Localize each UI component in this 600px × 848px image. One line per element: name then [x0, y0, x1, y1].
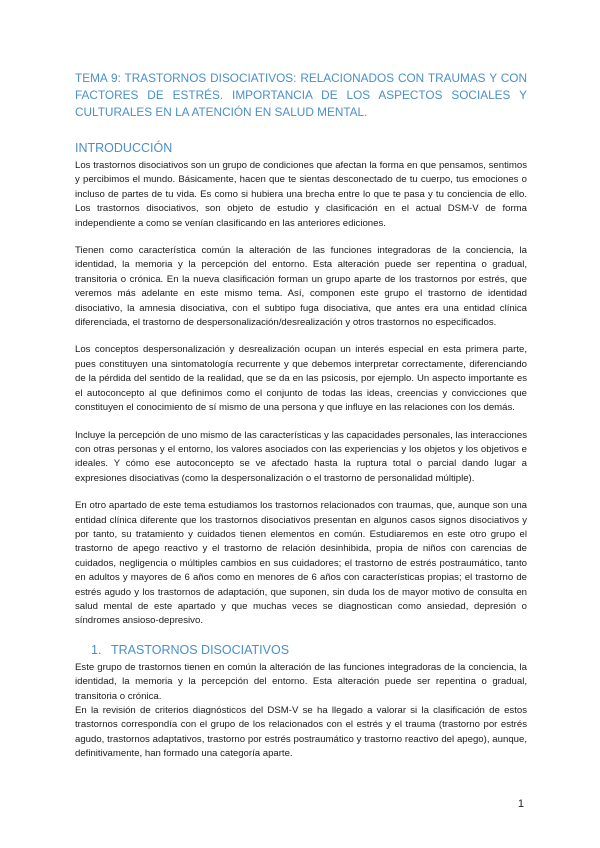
intro-paragraph-1: Los trastornos disociativos son un grupo de condiciones que afectan la forma en que pensamos, sentimos y percibimos el mundo. Básicamente, hacen que te sientas desconectado de tu cuerpo, tus emociones o incluso de partes de tu vida. Es como si hubiera una brecha entre lo que te pasa y tu conciencia de ello. Los trastornos disociativos, son objeto de estudio y clasificación en el actual DSM-V de forma independiente a como se venían clasificando en las anteriores ediciones.	[75, 160, 527, 229]
section-1-title: TRASTORNOS DISOCIATIVOS	[111, 642, 290, 657]
section-1-paragraph-2: En la revisión de criterios diagnósticos del DSM-V se ha llegado a valorar si la clasificación de estos trastornos correspondía con el grupo de los relacionados con el estrés y el trauma (trastorno por estrés agudo, trastornos adaptativos, trastorno por estrés postraumático y trastorno reactivo del apego), aunque, definitivamente, han formado una categoría aparte.	[75, 705, 527, 760]
section-1-number: 1.	[91, 642, 102, 657]
intro-heading: INTRODUCCIÓN	[75, 141, 173, 155]
section-1-paragraph-1: Este grupo de trastornos tienen en común la alteración de las funciones integradoras de la conciencia, la identidad, la memoria y la percepción del entorno. Esta alteración puede ser repentina o gradual, transitoria o crónica.	[75, 661, 527, 702]
section-1-heading	[91, 642, 527, 658]
document-page	[75, 70, 527, 762]
intro-paragraph-3: Los conceptos despersonalización y desrealización ocupan un interés especial en esta primera parte, pues constituyen una sintomatología recurrente y que debemos interpretar correctamente, diferenciando de la pérdida del sentido de la realidad, que se da en las psicosis, por ejemplo. Un aspecto importante es el autoconcepto al que definimos como el conjunto de todas las ideas, creencias y convicciones que constituyen el conocimiento de sí mismo de una persona y que influye en las relaciones con los demás.	[75, 344, 527, 414]
document-title: TEMA 9: TRASTORNOS DISOCIATIVOS: RELACIONADOS CON TRAUMAS Y CON FACTORES DE ESTRÉS. IMPORTANCIA DE LOS ASPECTOS SOCIALES Y CULTURALES EN LA ATENCIÓN EN SALUD MENTAL.	[75, 71, 527, 119]
intro-paragraph-2: Tienen como característica común la alteración de las funciones integradoras de la conciencia, la identidad, la memoria y la percepción del entorno. Esta alteración puede ser repentina o gradual, transitoria o crónica. En la nueva clasificación forman un grupo aparte de los trastornos por estrés, que veremos más adelante en este mismo tema. Así, componen este grupo el trastorno de identidad disociativo, la amnesia disociativa, con el subtipo fuga disociativa, que antes era una entidad clínica diferenciada, el trastorno de despersonalización/desrealización y otros trastornos no especificados.	[75, 245, 527, 329]
intro-paragraph-4: Incluye la percepción de uno mismo de las características y las capacidades personales, las interacciones con otras personas y el entorno, los valores asociados con las experiencias y los objetos y los objetivos e ideales. Y cómo ese autoconcepto se ve afectado hasta la ruptura total o parcial dando lugar a expresiones disociativas (como la despersonalización o el trastorno de personalidad múltiple).	[75, 429, 527, 484]
intro-paragraph-5: En otro apartado de este tema estudiamos los trastornos relacionados con traumas, que, aunque son una entidad clínica diferente que los trastornos disociativos presentan en algunos casos signos disociativos y por tanto, su tratamiento y cuidados tienen elementos en común. Estudiaremos en este otro grupo el trastorno de apego reactivo y el trastorno de relación desinhibida, propia de niños con carencias de cuidados, negligencia o múltiples cambios en sus cuidadores; el trastorno de estrés postraumático, tanto en adultos y mayores de 6 años como en menores de 6 años con características propias; el trastorno de estrés agudo y los trastornos de adaptación, que suponen, sin duda los de mayor motivo de consulta en salud mental de este apartado y que muchas veces se diagnostican como ansiedad, depresión o síndromes ansioso-depresivo.	[75, 500, 527, 627]
page-number: 1	[517, 798, 524, 810]
